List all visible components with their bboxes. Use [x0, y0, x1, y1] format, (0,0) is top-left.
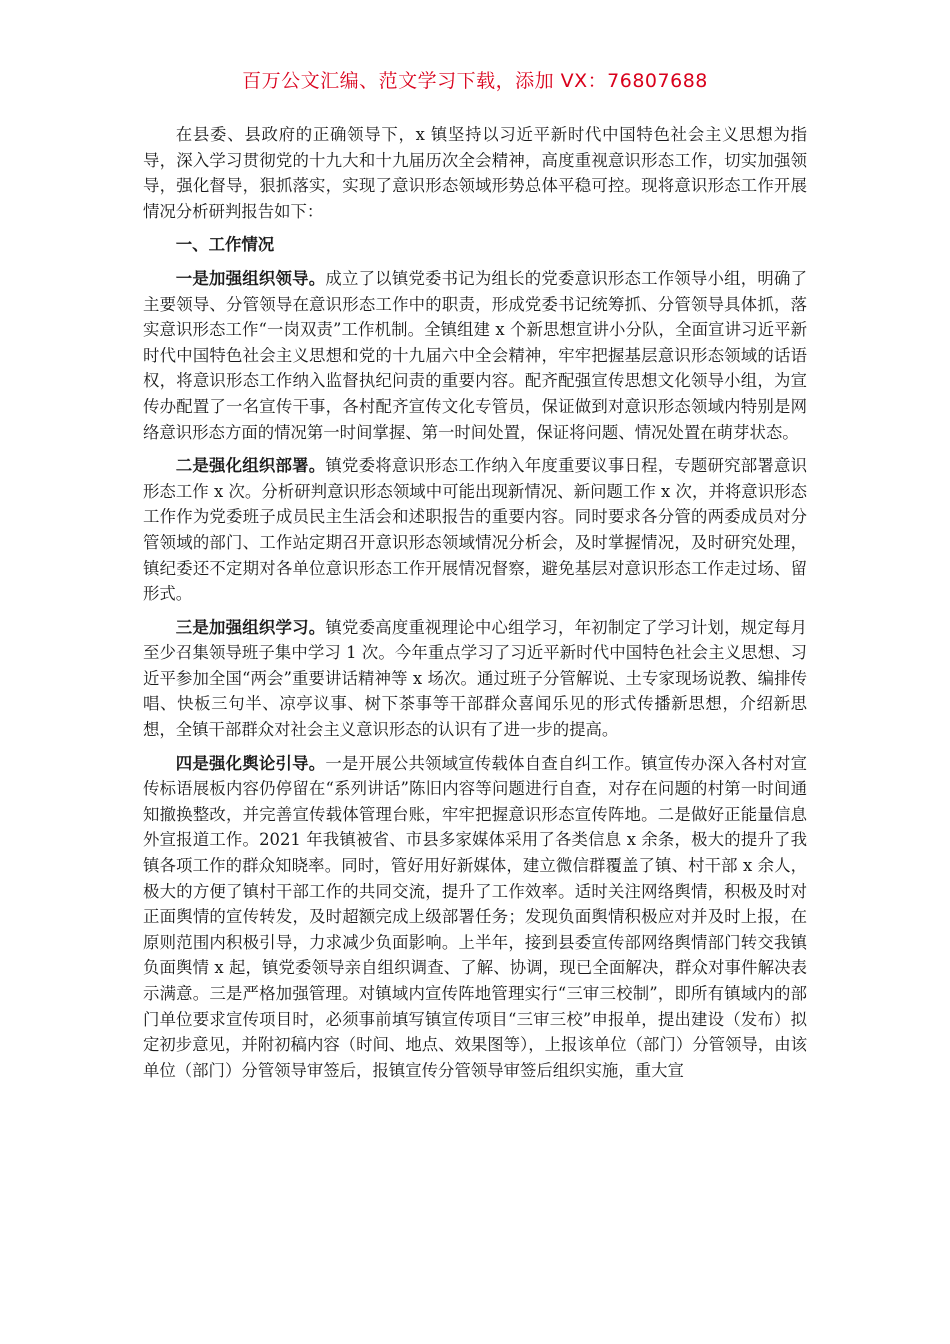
paragraph-body: 成立了以镇党委书记为组长的党委意识形态工作领导小组，明确了主要领导、分管领导在意识形态工作中的职责，形成党委书记统筹抓、分管领导具体抓，落实意识形态工作“一岗双责”工作机制。全镇组建 x 个新思想宣讲小分队，全面宣讲习近平新时代中国特色社会主义思想和党的十九届六中全会精神，牢牢把握基层意识形态领域的话语权，将意识形态工作纳入监督执纪问责的重要内容。配齐配强宣传思想文化领导小组，为宣传办配置了一名宣传干事，各村配齐宣传文化专管员，保证做到对意识形态领域内特别是网络意识形态方面的情况第一时间掌握、第一时间处置，保证将问题、情况处置在萌芽状态。	[143, 268, 808, 442]
paragraph-lead: 一是加强组织领导。	[175, 268, 326, 288]
paragraph-body: 镇党委高度重视理论中心组学习，年初制定了学习计划，规定每月至少召集领导班子集中学习 1 次。今年重点学习了习近平新时代中国特色社会主义思想、习近平参加全国“两会”重要讲话精神等 x 场次。通过班子分管解说、土专家现场说教、编排传唱、快板三句半、凉亭议事、树下茶事等干部群众喜闻乐见的形式传播新思想，介绍新思想，全镇干部群众对社会主义意识形态的认识有了进一步的提高。	[143, 617, 808, 740]
document-body	[143, 122, 807, 1091]
paragraph-body: 镇党委将意识形态工作纳入年度重要议事日程，专题研究部署意识形态工作 x 次。分析研判意识形态领域中可能出现新情况、新问题工作 x 次，并将意识形态工作作为党委班子成员民主生活会和述职报告的重要内容。同时要求各分管的两委成员对分管领域的部门、工作站定期召开意识形态领域情况分析会，及时掌握情况，及时研究处理，镇纪委还不定期对各单位意识形态工作开展情况督察，避免基层对意识形态工作走过场、留形式。	[143, 456, 808, 604]
paragraph-organization-leadership	[143, 266, 807, 445]
download-banner: 百万公文汇编、范文学习下载，添加 VX：76807688	[242, 70, 708, 92]
paragraph-lead: 四是强化舆论引导。	[175, 753, 326, 773]
intro-paragraph: 在县委、县政府的正确领导下，x 镇坚持以习近平新时代中国特色社会主义思想为指导，深入学习贯彻党的十九大和十九届历次全会精神，高度重视意识形态工作，切实加强领导，强化督导，狠抓落实，实现了意识形态领域形势总体平稳可控。现将意识形态工作开展情况分析研判报告如下：	[143, 125, 807, 221]
paragraph-body: 一是开展公共领域宣传载体自查自纠工作。镇宣传办深入各村对宣传标语展板内容仍停留在“系列讲话”陈旧内容等问题进行自查，对存在问题的村第一时间通知撤换整改，并完善宣传载体管理台账，牢牢把握意识形态宣传阵地。二是做好正能量信息外宣报道工作。2021 年我镇被省、市县多家媒体采用了各类信息 x 余条，极大的提升了我镇各项工作的群众知晓率。同时，管好用好新媒体，建立微信群覆盖了镇、村干部 x 余人，极大的方便了镇村干部工作的共同交流，提升了工作效率。适时关注网络舆情，积极及时对正面舆情的宣传转发，及时超额完成上级部署任务；发现负面舆情积极应对并及时上报，在原则范围内积极引导，力求减少负面影响。上半年，接到县委宣传部网络舆情部门转交我镇负面舆情 x 起，镇党委领导亲自组织调查、了解、协调，现已全面解决，群众对事件解决表示满意。三是严格加强管理。对镇域内宣传阵地管理实行“三审三校制”，即所有镇域内的部门单位要求宣传项目时，必须事前填写镇宣传项目“三审三校”申报单，提出建设（发布）拟定初步意见，并附初稿内容（时间、地点、效果图等），上报该单位（部门）分管领导，由该单位（部门）分管领导审签后，报镇宣传分管领导审签后组织实施，重大宣	[143, 753, 808, 1080]
paragraph-lead: 三是加强组织学习。	[175, 617, 326, 637]
section-heading: 一、工作情况	[175, 235, 275, 255]
paragraph-organization-study	[143, 615, 807, 743]
paragraph-organization-deployment	[143, 453, 807, 607]
paragraph-public-opinion	[143, 751, 807, 1084]
paragraph-lead: 二是强化组织部署。	[175, 456, 326, 476]
